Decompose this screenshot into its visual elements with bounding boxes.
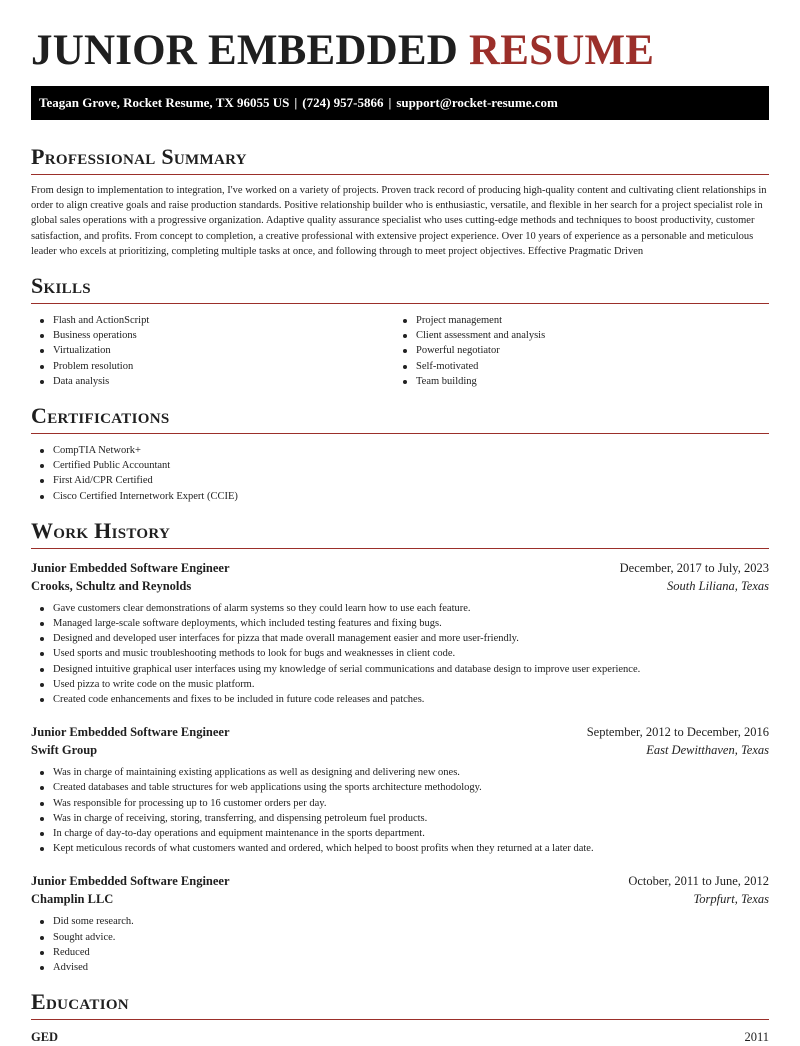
job-company: Swift Group	[31, 743, 98, 758]
education-row	[31, 1028, 769, 1046]
skills-section	[31, 273, 769, 389]
job-bullet: Managed large-scale software deployments, which included testing features and fixing bugs.	[31, 616, 769, 631]
contact-phone[interactable]: (724) 957-5866	[302, 95, 384, 110]
job-bullet: Designed and developed user interfaces for pizza that made overall management easier and more user-friendly.	[31, 631, 769, 646]
skill-item: Client assessment and analysis	[394, 328, 757, 343]
job-header-row	[31, 559, 769, 577]
contact-separator: |	[388, 95, 392, 110]
summary-section	[31, 144, 769, 259]
job-title: Junior Embedded Software Engineer	[31, 725, 230, 740]
certification-item: First Aid/CPR Certified	[31, 473, 769, 488]
job-dates: October, 2011 to June, 2012	[628, 874, 769, 889]
job-entry	[31, 723, 769, 856]
skill-item: Project management	[394, 313, 757, 328]
job-bullet: Kept meticulous records of what customers wanted and ordered, which helped to boost profits when they returned at a later date.	[31, 841, 769, 856]
title-accent: RESUME	[469, 27, 655, 74]
job-dates: September, 2012 to December, 2016	[586, 725, 769, 740]
certifications-list	[31, 443, 769, 504]
job-company-row	[31, 577, 769, 595]
job-bullet: Used sports and music troubleshooting methods to look for bugs and weaknesses in client code.	[31, 646, 769, 661]
contact-bar	[31, 86, 769, 120]
work-history-section	[31, 518, 769, 975]
job-company: Crooks, Schultz and Reynolds	[31, 578, 192, 593]
job-bullets	[31, 601, 769, 707]
contact-separator: |	[294, 95, 298, 110]
skills-columns	[31, 313, 769, 389]
job-bullet: Did some research.	[31, 914, 769, 929]
skill-item: Problem resolution	[31, 359, 394, 374]
certifications-section	[31, 403, 769, 504]
skill-item: Team building	[394, 374, 757, 389]
education-degree: GED	[31, 1030, 59, 1045]
job-bullet: Created databases and table structures for web applications using the sports architecture methodology.	[31, 780, 769, 795]
certification-item: CompTIA Network+	[31, 443, 769, 458]
job-bullets	[31, 765, 769, 856]
job-bullet: Used pizza to write code on the music platform.	[31, 677, 769, 692]
resume-page	[31, 0, 769, 1046]
certification-item: Certified Public Accountant	[31, 458, 769, 473]
job-company: Champlin LLC	[31, 892, 114, 907]
skills-list-right	[394, 313, 757, 389]
job-location: East Dewitthaven, Texas	[646, 743, 769, 758]
job-bullet: Reduced	[31, 945, 769, 960]
job-bullet: Was in charge of receiving, storing, transferring, and dispensing petroleum fuel products.	[31, 811, 769, 826]
skill-item: Powerful negotiator	[394, 343, 757, 358]
job-location: Torpfurt, Texas	[693, 892, 769, 907]
job-location: South Liliana, Texas	[667, 578, 769, 593]
job-dates: December, 2017 to July, 2023	[619, 560, 769, 575]
job-bullets	[31, 914, 769, 975]
job-title: Junior Embedded Software Engineer	[31, 560, 230, 575]
job-entry	[31, 872, 769, 975]
certification-item: Cisco Certified Internetwork Expert (CCIE)	[31, 489, 769, 504]
title-main: JUNIOR EMBEDDED	[31, 27, 470, 74]
resume-title	[31, 29, 769, 73]
job-entry	[31, 559, 769, 707]
skill-item: Virtualization	[31, 343, 394, 358]
job-bullet: Sought advice.	[31, 930, 769, 945]
job-bullet: Was responsible for processing up to 16 customer orders per day.	[31, 796, 769, 811]
section-heading-certifications: Certifications	[31, 403, 769, 434]
contact-address: Teagan Grove, Rocket Resume, TX 96055 US	[39, 95, 290, 110]
education-section	[31, 989, 769, 1046]
job-bullet: Designed intuitive graphical user interfaces using my knowledge of serial communications and database design to improve user experience.	[31, 662, 769, 677]
skill-item: Business operations	[31, 328, 394, 343]
skills-list-left	[31, 313, 394, 389]
section-heading-education: Education	[31, 989, 769, 1020]
job-bullet: Advised	[31, 960, 769, 975]
job-bullet: Was in charge of maintaining existing applications as well as designing and delivering new ones.	[31, 765, 769, 780]
job-bullet: In charge of day-to-day operations and equipment maintenance in the sports department.	[31, 826, 769, 841]
skill-item: Data analysis	[31, 374, 394, 389]
summary-text: From design to implementation to integration, I've worked on a variety of projects. Proven track record of producing high-quality content and cultivating client relationships in order to align creative goals and raise production standards. Positive relationship builder who is enthusiastic, versatile, and flexible in her search for a project specialist role in global sales operations with a progressive organization. Adaptive quality assurance specialist who uses cutting-edge methods and techniques to boost productivity, customer satisfaction, and profits. From concept to completion, a creative professional with extensive project experience. Over 10 years of experience as a personable and meticulous leader who excels at prioritizing, completing multiple tasks at once, and following through to meet project objectives. Effective Pragmatic Driven	[31, 185, 767, 257]
section-heading-skills: Skills	[31, 273, 769, 304]
section-heading-work-history: Work History	[31, 518, 769, 549]
job-header-row	[31, 872, 769, 890]
contact-email[interactable]: support@rocket-resume.com	[396, 95, 558, 110]
education-year: 2011	[744, 1030, 769, 1045]
skill-item: Self-motivated	[394, 359, 757, 374]
job-bullet: Created code enhancements and fixes to be included in future code releases and patches.	[31, 692, 769, 707]
skill-item: Flash and ActionScript	[31, 313, 394, 328]
job-company-row	[31, 890, 769, 908]
job-company-row	[31, 741, 769, 759]
job-title: Junior Embedded Software Engineer	[31, 874, 230, 889]
job-header-row	[31, 723, 769, 741]
section-heading-summary: Professional Summary	[31, 144, 769, 175]
job-bullet: Gave customers clear demonstrations of alarm systems so they could learn how to use each feature.	[31, 601, 769, 616]
